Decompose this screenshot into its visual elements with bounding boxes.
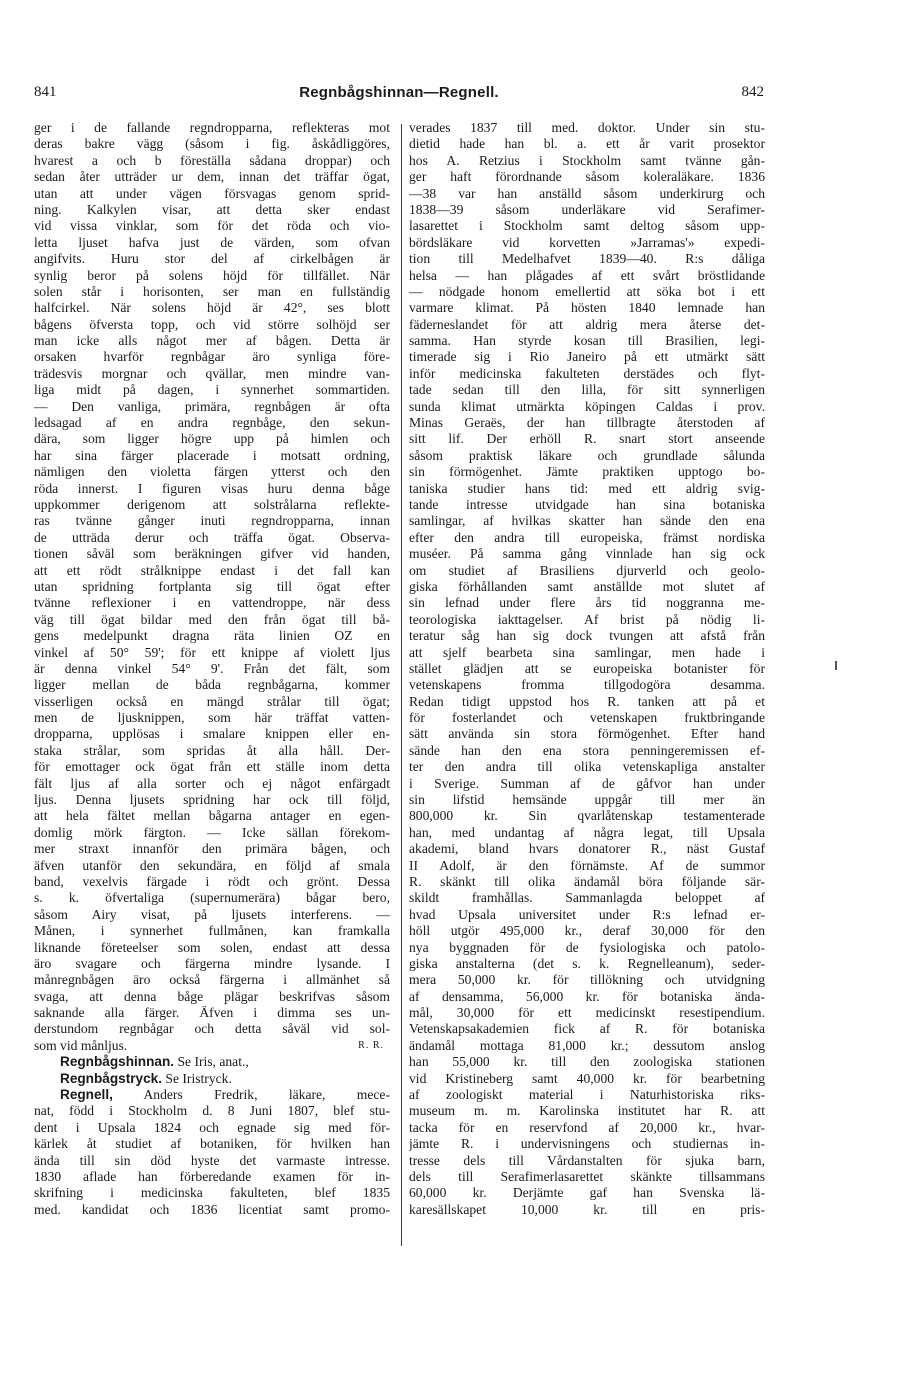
text-line: orsaken hvarför regnbågar äro synliga före-	[34, 349, 390, 365]
text-line: 800,000 kr. Sin qvarlåtenskap testamenterade	[409, 808, 765, 824]
entry-regnbagshinnan-text: Se Iris, anat.,	[174, 1054, 249, 1070]
text-line: dära, som ligger högre upp på himlen och	[34, 431, 390, 447]
text-line: ras tvänne gånger inuti regndropparna, innan	[34, 513, 390, 529]
text-line: sände han den ena stora penningeremissen ef-	[409, 742, 765, 758]
text-line: teorologiska iakttagelser. Af brist på nödig li-	[409, 611, 765, 627]
text-line: att hela fältet mellan bågarna antager en egen-	[34, 808, 390, 824]
text-line: ligger mellan de båda regnbågarna, kommer	[34, 677, 390, 693]
text-line: mera 50,000 kr. för tillökning och utvidgning	[409, 972, 765, 988]
text-line: liga midt på dagen, i synnerhet sommartiden.	[34, 382, 390, 398]
text-line: han 55,000 kr. till den zoologiska stationen	[409, 1054, 765, 1070]
text-line: R. skänkt till olika ändamål böra följande sär-	[409, 873, 765, 889]
text-line: nämligen den violetta färgen ytterst och den	[34, 464, 390, 480]
text-line: uppkommer derigenom att solstrålarna reflekte-	[34, 496, 390, 512]
text-line: samlingar, af hvilkas skatter han sände den ena	[409, 513, 765, 529]
entry-regnbagshinnan	[34, 1054, 390, 1070]
text-line: att sjelf bearbeta sina samlingar, men hade i	[409, 644, 765, 660]
page-number-right: 842	[741, 84, 764, 100]
text-line: månregnbågen äro också färgerna i allmänhet så	[34, 972, 390, 988]
text-line: väg till ögat bildar med den från ögat till bå-	[34, 611, 390, 627]
text-line: giska förhållanden samt anställde mot slutet af	[409, 578, 765, 594]
text-line: de utträda derur och träffa ögat. Observa-	[34, 529, 390, 545]
text-line: mål, 30,000 för ett medicinskt resestipendium.	[409, 1005, 765, 1021]
text-line: kärlek åt studiet af botaniken, för hvilken han	[34, 1136, 390, 1152]
text-line: saknande alla färger. Äfven i dimma ses un-	[34, 1005, 390, 1021]
text-line: i Sverige. Summan af de gåfvor han under	[409, 775, 765, 791]
text-line: inför medicinska fakulteten derstädes och flyt-	[409, 365, 765, 381]
text-line: akademi, bland hvars donatorer R., näst Gustaf	[409, 841, 765, 857]
text-line: ter den andra till olika vetenskapliga anstalter	[409, 759, 765, 775]
text-line: fäderneslandet för att aldrig mera återse det-	[409, 316, 765, 332]
entry-regnell-text: Anders Fredrik, läkare, mece-	[112, 1087, 390, 1103]
text-line: mer straxt innanför den primära bågen, och	[34, 841, 390, 857]
text-line: II Adolf, är den förnämste. Af de summor	[409, 857, 765, 873]
text-line: nya byggnaden för de fysiologiska och patolo-	[409, 939, 765, 955]
text-line: muséer. På samma gång vinnlade han sig ock	[409, 546, 765, 562]
text-line: verades 1837 till med. doktor. Under sin stu-	[409, 120, 765, 135]
text-line: angifvits. Huru stor del af cirkelbågen är	[34, 251, 390, 267]
text-line: af zoologiskt material i Naturhistoriska riks-	[409, 1087, 765, 1103]
text-line: derstundom regnbågar och detta såväl vid sol-	[34, 1021, 390, 1037]
text-line: varmare klimat. På hösten 1840 lemnade han	[409, 300, 765, 316]
text-line: ger haft förordnande såsom koleraläkare. 1836	[409, 169, 765, 185]
text-line: lasarettet i Stockholm samt deltog såsom upp-	[409, 218, 765, 234]
text-line: tade sedan till den lilla, för sitt synnerligen	[409, 382, 765, 398]
entry-regnbagstryck	[34, 1071, 390, 1087]
signature-line	[34, 1038, 390, 1054]
text-line: trädesvis morgnar och qvällar, men mindre van-	[34, 365, 390, 381]
text-line: fält ljus af alla sorter och ej något enfärgadt	[34, 775, 390, 791]
text-line: för emottager ock ögat från ett ställe inom detta	[34, 759, 390, 775]
text-line: sin förmögenhet. Jämte praktiken upptogo bo-	[409, 464, 765, 480]
signature-line-text: som vid månljus.	[34, 1037, 128, 1053]
text-line: vid vissa vinklar, som för det röda och vio-	[34, 218, 390, 234]
text-line: dent i Upsala 1824 och egnade sig med för-	[34, 1119, 390, 1135]
entry-regnell-head: Regnell,	[60, 1087, 113, 1103]
text-line: bördsläkare vid korvetten »Jarramas'» expedi-	[409, 234, 765, 250]
text-line: såsom praktisk läkare och grundlade sålunda	[409, 447, 765, 463]
text-line: solen står i horisonten, ser man en fullständig	[34, 283, 390, 299]
text-line: synlig beror på solens höjd för tillfället. När	[34, 267, 390, 283]
text-line: domlig mörk färgton. — Icke sällan förekom-	[34, 824, 390, 840]
text-line: Månen, i synnerhet fullmånen, kan framkalla	[34, 923, 390, 939]
text-line: sin lefnad under flere års tid noggranna me-	[409, 595, 765, 611]
text-line: stället glädjen att se europeiska botanister för	[409, 660, 765, 676]
text-line: dropparna, upplösas i smalare knippen eller en-	[34, 726, 390, 742]
text-line: ledsagad af en andra regnbåge, den sekun-	[34, 415, 390, 431]
text-line: äfven utanför den sekundära, en följd af smala	[34, 857, 390, 873]
text-line: sin lifstid hemsände uppgår till mer än	[409, 792, 765, 808]
text-line: sätt använda sin stora förmögenhet. Efter hand	[409, 726, 765, 742]
text-line: karesällskapet 10,000 kr. till en pris-	[409, 1201, 765, 1217]
text-line: för fosterlandet och vetenskapen fruktbringande	[409, 710, 765, 726]
text-line: giska anstalterna (det s. k. Regnelleanum), seder-	[409, 955, 765, 971]
text-line: efter den andra till europeiska, främst nordiska	[409, 529, 765, 545]
text-line: ger i de fallande regndropparna, reflekteras mot	[34, 120, 390, 135]
left-column	[34, 120, 390, 1218]
text-line: ända till sin död hyste det varmaste intresse.	[34, 1152, 390, 1168]
text-line: tacka för en reservfond af 20,000 kr., hvar-	[409, 1119, 765, 1135]
text-line: Vetenskapsakademien fick af R. för botaniska	[409, 1021, 765, 1037]
text-line: liknande företeelser som solen, endast att dessa	[34, 939, 390, 955]
text-line: samma. Han styrde kosan till Brasilien, legi-	[409, 333, 765, 349]
text-line: är denna vinkel 54° 9'. Från det fält, som	[34, 660, 390, 676]
text-line: 60,000 kr. Derjämte gaf han Svenska lä-	[409, 1185, 765, 1201]
right-column	[409, 120, 765, 1218]
entry-regnbagshinnan-head: Regnbågshinnan.	[60, 1054, 175, 1070]
text-line: — nödgade honom emellertid att söka bot i ett	[409, 283, 765, 299]
text-line: tion till Medelhafvet 1839—40. R:s dåliga	[409, 251, 765, 267]
text-line: halfcirkel. När solens höjd är 42°, ses blott	[34, 300, 390, 316]
text-line: — Den vanliga, primära, regnbågen är ofta	[34, 398, 390, 414]
text-line: röda innerst. I figuren visas huru denna båge	[34, 480, 390, 496]
text-line: timerade sig i Rio Janeiro på ett utmärkt sätt	[409, 349, 765, 365]
text-line: Redan tidigt uppstod hos R. tanken att på et	[409, 693, 765, 709]
text-line: dietid hade han bl. a. ett år varit prosektor	[409, 136, 765, 152]
text-line: man icke alls något mer af bågen. Detta är	[34, 333, 390, 349]
text-line: har sina färger placerade i motsatt ordning,	[34, 447, 390, 463]
entry-regnell	[34, 1087, 390, 1103]
running-title: Regnbågshinnan—Regnell.	[299, 84, 499, 101]
text-line: staka strålar, som spridas åt alla håll. Der-	[34, 742, 390, 758]
text-line: deras bakre vägg (såsom i fig. åskådliggöres,	[34, 136, 390, 152]
text-line: tande intresse utvidgade han sina botaniska	[409, 496, 765, 512]
text-line: utan att under vägen försvagas genom sprid-	[34, 185, 390, 201]
text-line: höll utgör 495,000 kr., deraf 30,000 för den	[409, 923, 765, 939]
page-number-left: 841	[34, 84, 57, 100]
text-line: taniska studier hans tid: med ett aldrig svig-	[409, 480, 765, 496]
text-line: 1830 aflade han förberedande examen för in-	[34, 1169, 390, 1184]
text-line: band, vexelvis färgade i rödt och grönt. Dessa	[34, 873, 390, 889]
text-line: vetenskapens fromma tillgodogöra desamma.	[409, 677, 765, 693]
text-line: hvad Upsala universitet under R:s lefnad er-	[409, 906, 765, 922]
text-line: att ett rödt strålknippe endast i det fall kan	[34, 562, 390, 578]
entry-regnbagstryck-head: Regnbågstryck.	[60, 1070, 162, 1086]
text-line: tionen såväl som beräkningen gifver vid handen,	[34, 546, 390, 562]
text-line: museum m. m. Karolinska institutet har R. att	[409, 1103, 765, 1119]
text-line: hvarest a och b föreställa sådana droppar) och	[34, 152, 390, 168]
text-line: nat, född i Stockholm d. 8 Juni 1807, blef stu-	[34, 1103, 390, 1119]
text-line: gens medelpunkt dragna räta linien OZ en	[34, 628, 390, 644]
entry-regnbagstryck-text: Se Iristryck.	[162, 1070, 232, 1086]
author-initials: R. R.	[358, 1039, 384, 1051]
text-line: ning. Kalkylen visar, att detta sker endast	[34, 201, 390, 217]
text-line: med. kandidat och 1836 licentiat samt promo-	[34, 1201, 390, 1217]
page-header	[34, 84, 764, 106]
text-line: s. k. öfvertaliga (supernumerära) bågar bero,	[34, 890, 390, 906]
text-line: äro svagare och färgerna mindre lysande. I	[34, 955, 390, 971]
text-line: han, med undantag af några legat, till Upsala	[409, 824, 765, 840]
text-line: hos A. Retzius i Stockholm samt tvänne gån-	[409, 152, 765, 168]
text-line: visserligen också en mängd strålar till ögat;	[34, 693, 390, 709]
text-line: tvänne reflexioner i en vattendroppe, när dess	[34, 595, 390, 611]
text-line: jämte R. i undervisningens och studiernas in-	[409, 1136, 765, 1152]
text-line: skildt framhållas. Sammanlagda beloppet af	[409, 890, 765, 906]
text-line: 1838—39 såsom underläkare vid Serafimer-	[409, 201, 765, 217]
text-line: ljus. Denna ljusets spridning har ock till följd,	[34, 792, 390, 808]
column-divider	[401, 124, 402, 1246]
text-line: men de ljusknippen, som här träffat vatten-	[34, 710, 390, 726]
text-line: utan spridning fortplanta sig till ögat efter	[34, 578, 390, 594]
text-line: tresse dels till Vårdanstalten för sjuka barn,	[409, 1152, 765, 1168]
text-line: skrifning i medicinska fakulteten, blef 1835	[34, 1185, 390, 1201]
text-line: sitt lif. Der erhöll R. snart stort anseende	[409, 431, 765, 447]
text-line: om studiet af Brasiliens djurverld och geolo-	[409, 562, 765, 578]
text-line: sunda klimat utmärkta köpingen Caldas i prov.	[409, 398, 765, 414]
margin-mark	[835, 661, 837, 670]
text-line: såsom Airy visat, på ljusets interferens. —	[34, 906, 390, 922]
text-line: dels till Serafimerlasarettet skänkte tillsammans	[409, 1169, 765, 1184]
text-line: vid Kristineberg samt 40,000 kr. för bearbetning	[409, 1070, 765, 1086]
text-line: vinkel af 50° 59'; för ett knippe af violett ljus	[34, 644, 390, 660]
text-line: helsa — han plågades af ett svårt bröstlidande	[409, 267, 765, 283]
text-line: Minas Geraës, der han tillbragte återstoden af	[409, 415, 765, 431]
text-line: af densamma, 56,000 kr. för botaniska ända-	[409, 988, 765, 1004]
text-line: —38 var han anställd såsom underkirurg och	[409, 185, 765, 201]
text-line: svaga, att denna båge plägar beskrifvas såsom	[34, 988, 390, 1004]
text-line: ändamål mottaga 81,000 kr.; dessutom anslog	[409, 1037, 765, 1053]
text-line: teratur såg han sig dock tvungen att afstå från	[409, 628, 765, 644]
text-line: letta ljuset hafva just de värden, som ofvan	[34, 234, 390, 250]
text-line: bågens öfversta topp, och vid större solhöjd ser	[34, 316, 390, 332]
text-line: sedan åter utträder ur dem, innan det träffar ögat,	[34, 169, 390, 185]
